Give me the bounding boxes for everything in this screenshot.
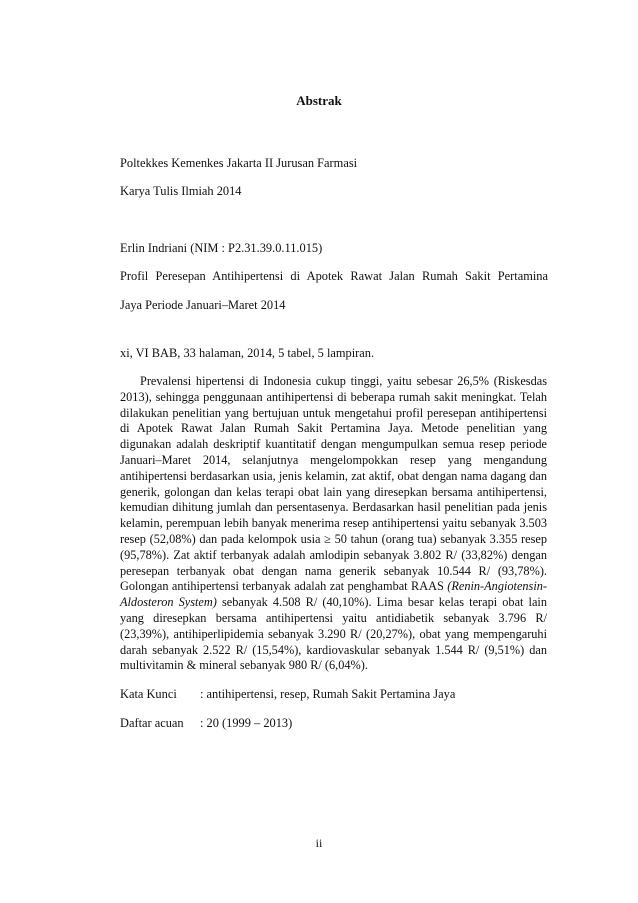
abstract-text-part-1: Prevalensi hipertensi di Indonesia cukup tinggi, yaitu sebesar 26,5% (Riskesdas 2013), sehingga penggunaan antihipertensi di beberapa rumah sakit meningkat. Telah dilakukan penelitian yang bertujuan untuk mengetahui profil peresepan antihipertensi di Apotek Rawat Jalan Rumah Sakit Pertamina Jaya. Metode penelitian yang digunakan adalah deskriptif kuantitatif dengan mengumpulkan semua resep periode Januari–Maret 2014, selanjutnya mengelompokkan resep yang mengandung antihipertensi berdasarkan usia, jenis kelamin, zat aktif, obat dengan nama dagang dan generik, golongan dan kelas terapi obat lain yang diresepkan bersama antihipertensi, kemudian dihitung jumlah dan persentasenya. Berdasarkan hasil penelitian pada jenis kelamin, perempuan lebih banyak menerima resep antihipertensi yaitu sebanyak 3.503 resep (52,08%) dan pada kelompok usia ≥ 50 tahun (orang tua) sebanyak 3.355 resep (95,78%). Zat aktif terbanyak adalah amlodipin sebanyak 3.802 R/ (33,82%) dengan peresepan terbanyak obat dengan nama generik sebanyak 10.544 R/ (93,78%). Golongan antihipertensi terbanyak adalah zat penghambat RAAS [120,374,547,594]
keywords-label: Kata Kunci [120,687,177,701]
thesis-title-line-1: Profil Peresepan Antihipertensi di Apotek Rawat Jalan Rumah Sakit Pertamina [120,269,548,283]
abstract-paragraph [120,374,547,674]
abstract-text-part-2: sebanyak 4.508 R/ (40,10%). Lima besar kelas terapi obat lain yang diresepkan bersama antihipertensi yaitu antidiabetik sebanyak 3.796 R/ (23,39%), antihiperlipidemia sebanyak 3.290 R/ (20,27%), obat yang mempengaruhi darah sebanyak 2.522 R/ (15,54%), kardiovaskular sebanyak 1.544 R/ (9,51%) dan multivitamin & mineral sebanyak 980 R/ (6,04%). [120,595,547,673]
pages-info-line: xi, VI BAB, 33 halaman, 2014, 5 tabel, 5 lampiran. [120,346,375,360]
keywords-value: : antihipertensi, resep, Rumah Sakit Pertamina Jaya [200,687,456,701]
references-row [120,716,292,731]
page-number: ii [315,836,323,850]
institution-line: Poltekkes Kemenkes Jakarta II Jurusan Farmasi [120,156,358,170]
abstract-body [120,374,547,674]
page-title: Abstrak [296,93,342,108]
keywords-row [120,687,455,702]
thesis-title-line-2: Jaya Periode Januari–Maret 2014 [120,298,286,312]
abstract-italic-term: (Renin-Angiotensin-Aldosteron System) [120,579,547,610]
author-line: Erlin Indriani (NIM : P2.31.39.0.11.015) [120,241,323,255]
work-type-line: Karya Tulis Ilmiah 2014 [120,184,242,198]
references-label: Daftar acuan [120,716,184,730]
references-value: : 20 (1999 – 2013) [200,716,293,730]
